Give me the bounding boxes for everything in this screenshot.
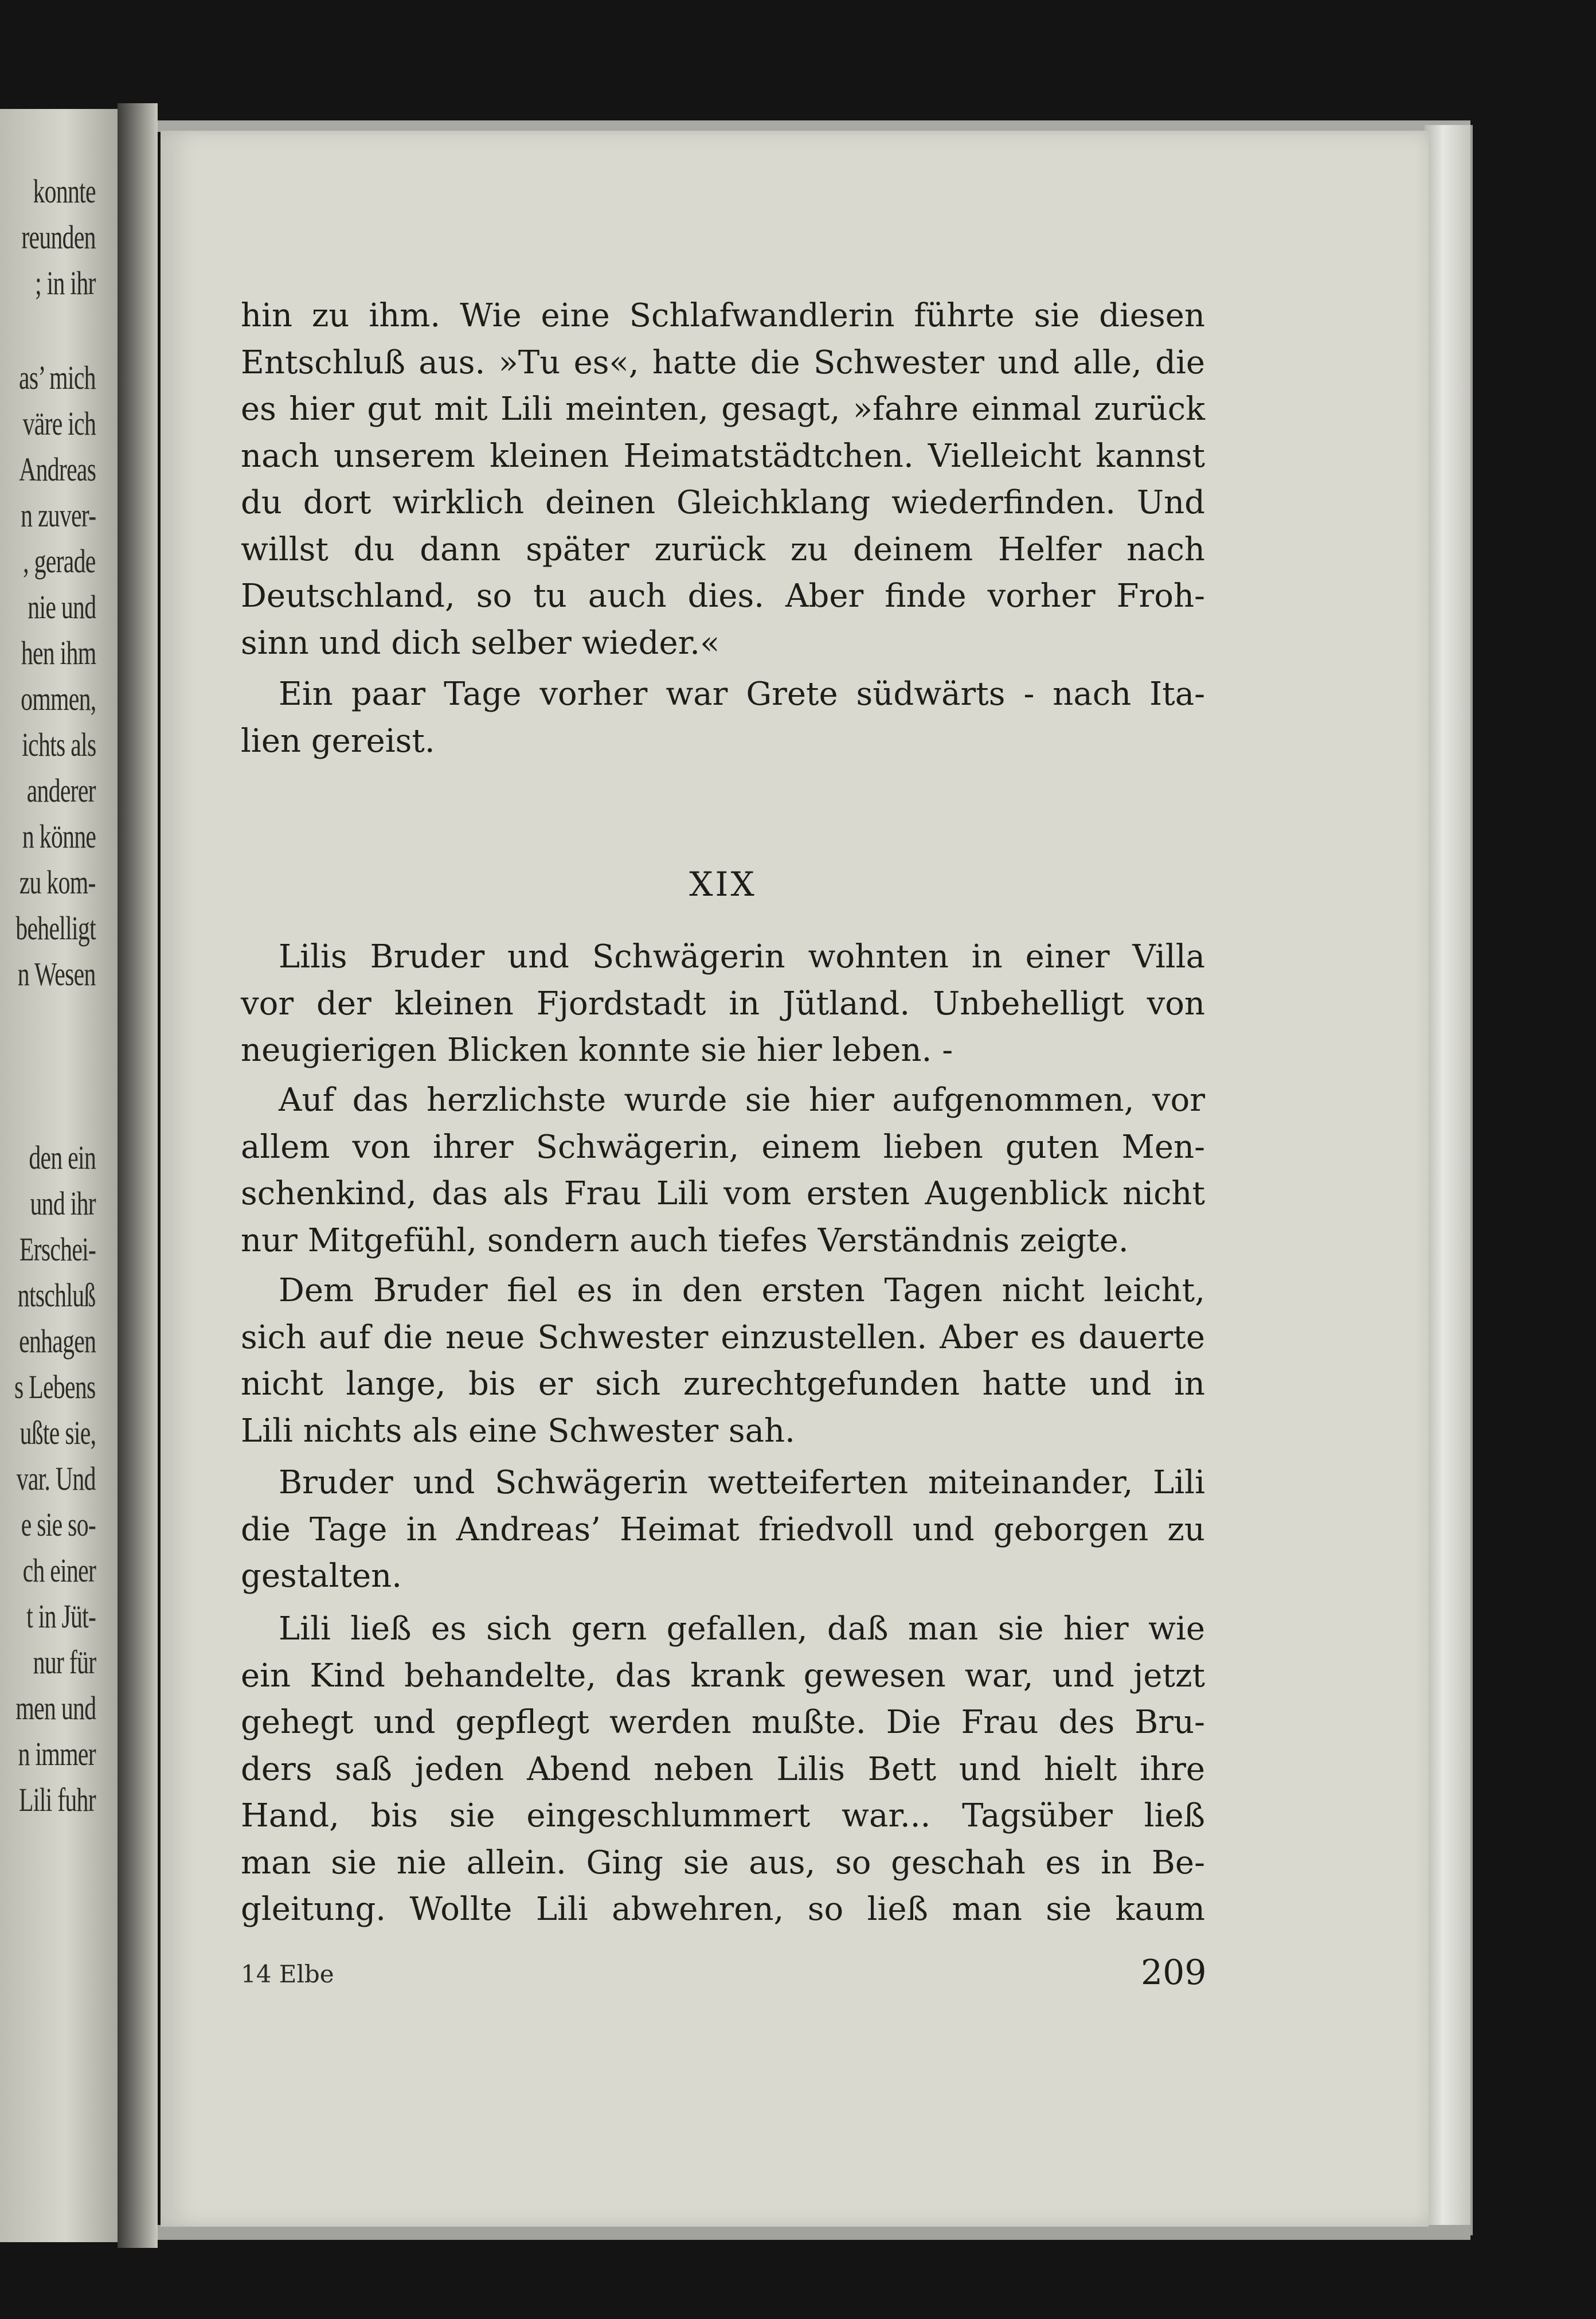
previous-page-line: anderer (26, 772, 96, 809)
text-line: gehegt und gepflegt werden mußte. Die Frau des Bru- (241, 1704, 1205, 1741)
chapter-title: XIX (689, 865, 757, 904)
text-line: du dort wirklich deinen Gleichklang wiederfinden. Und (241, 484, 1205, 521)
previous-page-line: ; in ihr (35, 264, 96, 302)
text-line: die Tage in Andreas’ Heimat friedvoll und geborgen zu (241, 1510, 1205, 1548)
previous-page-line: e sie so- (21, 1506, 96, 1543)
previous-page-line: konnte (33, 173, 96, 210)
text-line: nicht lange, bis er sich zurechtgefunden hatte und in (241, 1365, 1205, 1403)
text-line: Hand, bis sie eingeschlummert war... Tagsüber ließ (241, 1797, 1205, 1834)
text-line: lien gereist. (241, 722, 435, 760)
text-line: neugierigen Blicken konnte sie hier leben. - (241, 1032, 953, 1069)
text-line: nur Mitgefühl, sondern auch tiefes Verständnis zeigte. (241, 1221, 1129, 1259)
previous-page-line: behelligt (15, 909, 96, 947)
text-line: nach unserem kleinen Heimatstädtchen. Vielleicht kannst (241, 437, 1205, 475)
text-line: sinn und dich selber wieder.« (241, 624, 720, 662)
previous-page-line: n Wesen (18, 955, 96, 993)
previous-page-line: ommen, (20, 680, 96, 717)
cover-right-edge (1425, 125, 1473, 2235)
previous-page-line: enhagen (18, 1322, 96, 1360)
text-line: man sie nie allein. Ging sie aus, so geschah es in Be- (241, 1844, 1205, 1881)
previous-page-line: Lili fuhr (19, 1781, 96, 1818)
text-line: vor der kleinen Fjordstadt in Jütland. Unbehelligt von (241, 985, 1205, 1022)
previous-page-line: n zuver- (20, 497, 96, 534)
text-line: ein Kind behandelte, das krank gewesen war, und jetzt (241, 1657, 1205, 1695)
text-line: Lili ließ es sich gern gefallen, daß man sie hier wie (279, 1610, 1205, 1647)
previous-page-line: den ein (29, 1139, 96, 1176)
previous-page-line: und ihr (30, 1185, 96, 1222)
text-line: gestalten. (241, 1557, 402, 1595)
book-gutter (118, 103, 158, 2248)
page-number: 209 (1141, 1953, 1207, 1993)
previous-page (0, 109, 118, 2242)
cover-top-edge (158, 120, 1470, 132)
previous-page-line: var. Und (16, 1460, 96, 1497)
previous-page-line: Erschei- (19, 1231, 96, 1268)
previous-page-line: zu kom- (19, 864, 96, 901)
text-line: Auf das herzlichste wurde sie hier aufgenommen, vor (279, 1082, 1205, 1119)
previous-page-line: men und (15, 1689, 96, 1727)
text-line: Deutschland, so tu auch dies. Aber finde vorher Froh- (241, 577, 1205, 615)
text-line: schenkind, das als Frau Lili vom ersten Augenblick nicht (241, 1175, 1205, 1212)
text-line: sich auf die neue Schwester einzustellen. Aber es dauerte (241, 1318, 1205, 1356)
cover-bottom-edge (158, 2225, 1470, 2240)
previous-page-line: reunden (21, 218, 96, 256)
previous-page-line: hen ihm (21, 634, 96, 672)
text-line: Bruder und Schwägerin wetteiferten miteinander, Lili (279, 1464, 1205, 1501)
text-line: hin zu ihm. Wie eine Schlafwandlerin führte sie diesen (241, 297, 1205, 334)
text-line: Lili nichts als eine Schwester sah. (241, 1412, 795, 1450)
previous-page-line: as’ mich (19, 359, 96, 396)
previous-page-line: n immer (18, 1735, 96, 1773)
previous-page-line: nur für (33, 1643, 96, 1681)
previous-page-line: nie und (27, 588, 96, 626)
text-line: Dem Bruder fiel es in den ersten Tagen nicht leicht, (279, 1272, 1205, 1309)
previous-page-line: t in Jüt- (26, 1598, 96, 1635)
text-line: Lilis Bruder und Schwägerin wohnten in einer Villa (279, 938, 1205, 975)
text-line: Entschluß aus. »Tu es«, hatte die Schwester und alle, die (241, 343, 1205, 381)
text-line: willst du dann später zurück zu deinem Helfer nach (241, 530, 1205, 568)
previous-page-line: n könne (22, 818, 96, 855)
text-line: ders saß jeden Abend neben Lilis Bett und hielt ihre (241, 1750, 1205, 1788)
text-line: es hier gut mit Lili meinten, gesagt, »fahre einmal zurück (241, 391, 1205, 428)
previous-page-line: ntschluß (18, 1276, 96, 1314)
previous-page-line: ichts als (21, 726, 96, 763)
text-line: Ein paar Tage vorher war Grete südwärts - nach Ita- (279, 676, 1205, 713)
previous-page-line: s Lebens (14, 1368, 96, 1406)
previous-page-line: ch einer (22, 1552, 96, 1589)
previous-page-line: ußte sie, (19, 1414, 96, 1451)
previous-page-line: väre ich (22, 405, 96, 442)
text-line: gleitung. Wollte Lili abwehren, so ließ man sie kaum (241, 1891, 1205, 1928)
previous-page-line: Andreas (18, 451, 96, 488)
text-line: allem von ihrer Schwägerin, einem lieben guten Men- (241, 1128, 1205, 1166)
printer-signature-mark: 14 Elbe (241, 1960, 334, 1988)
previous-page-line: , gerade (23, 542, 96, 580)
